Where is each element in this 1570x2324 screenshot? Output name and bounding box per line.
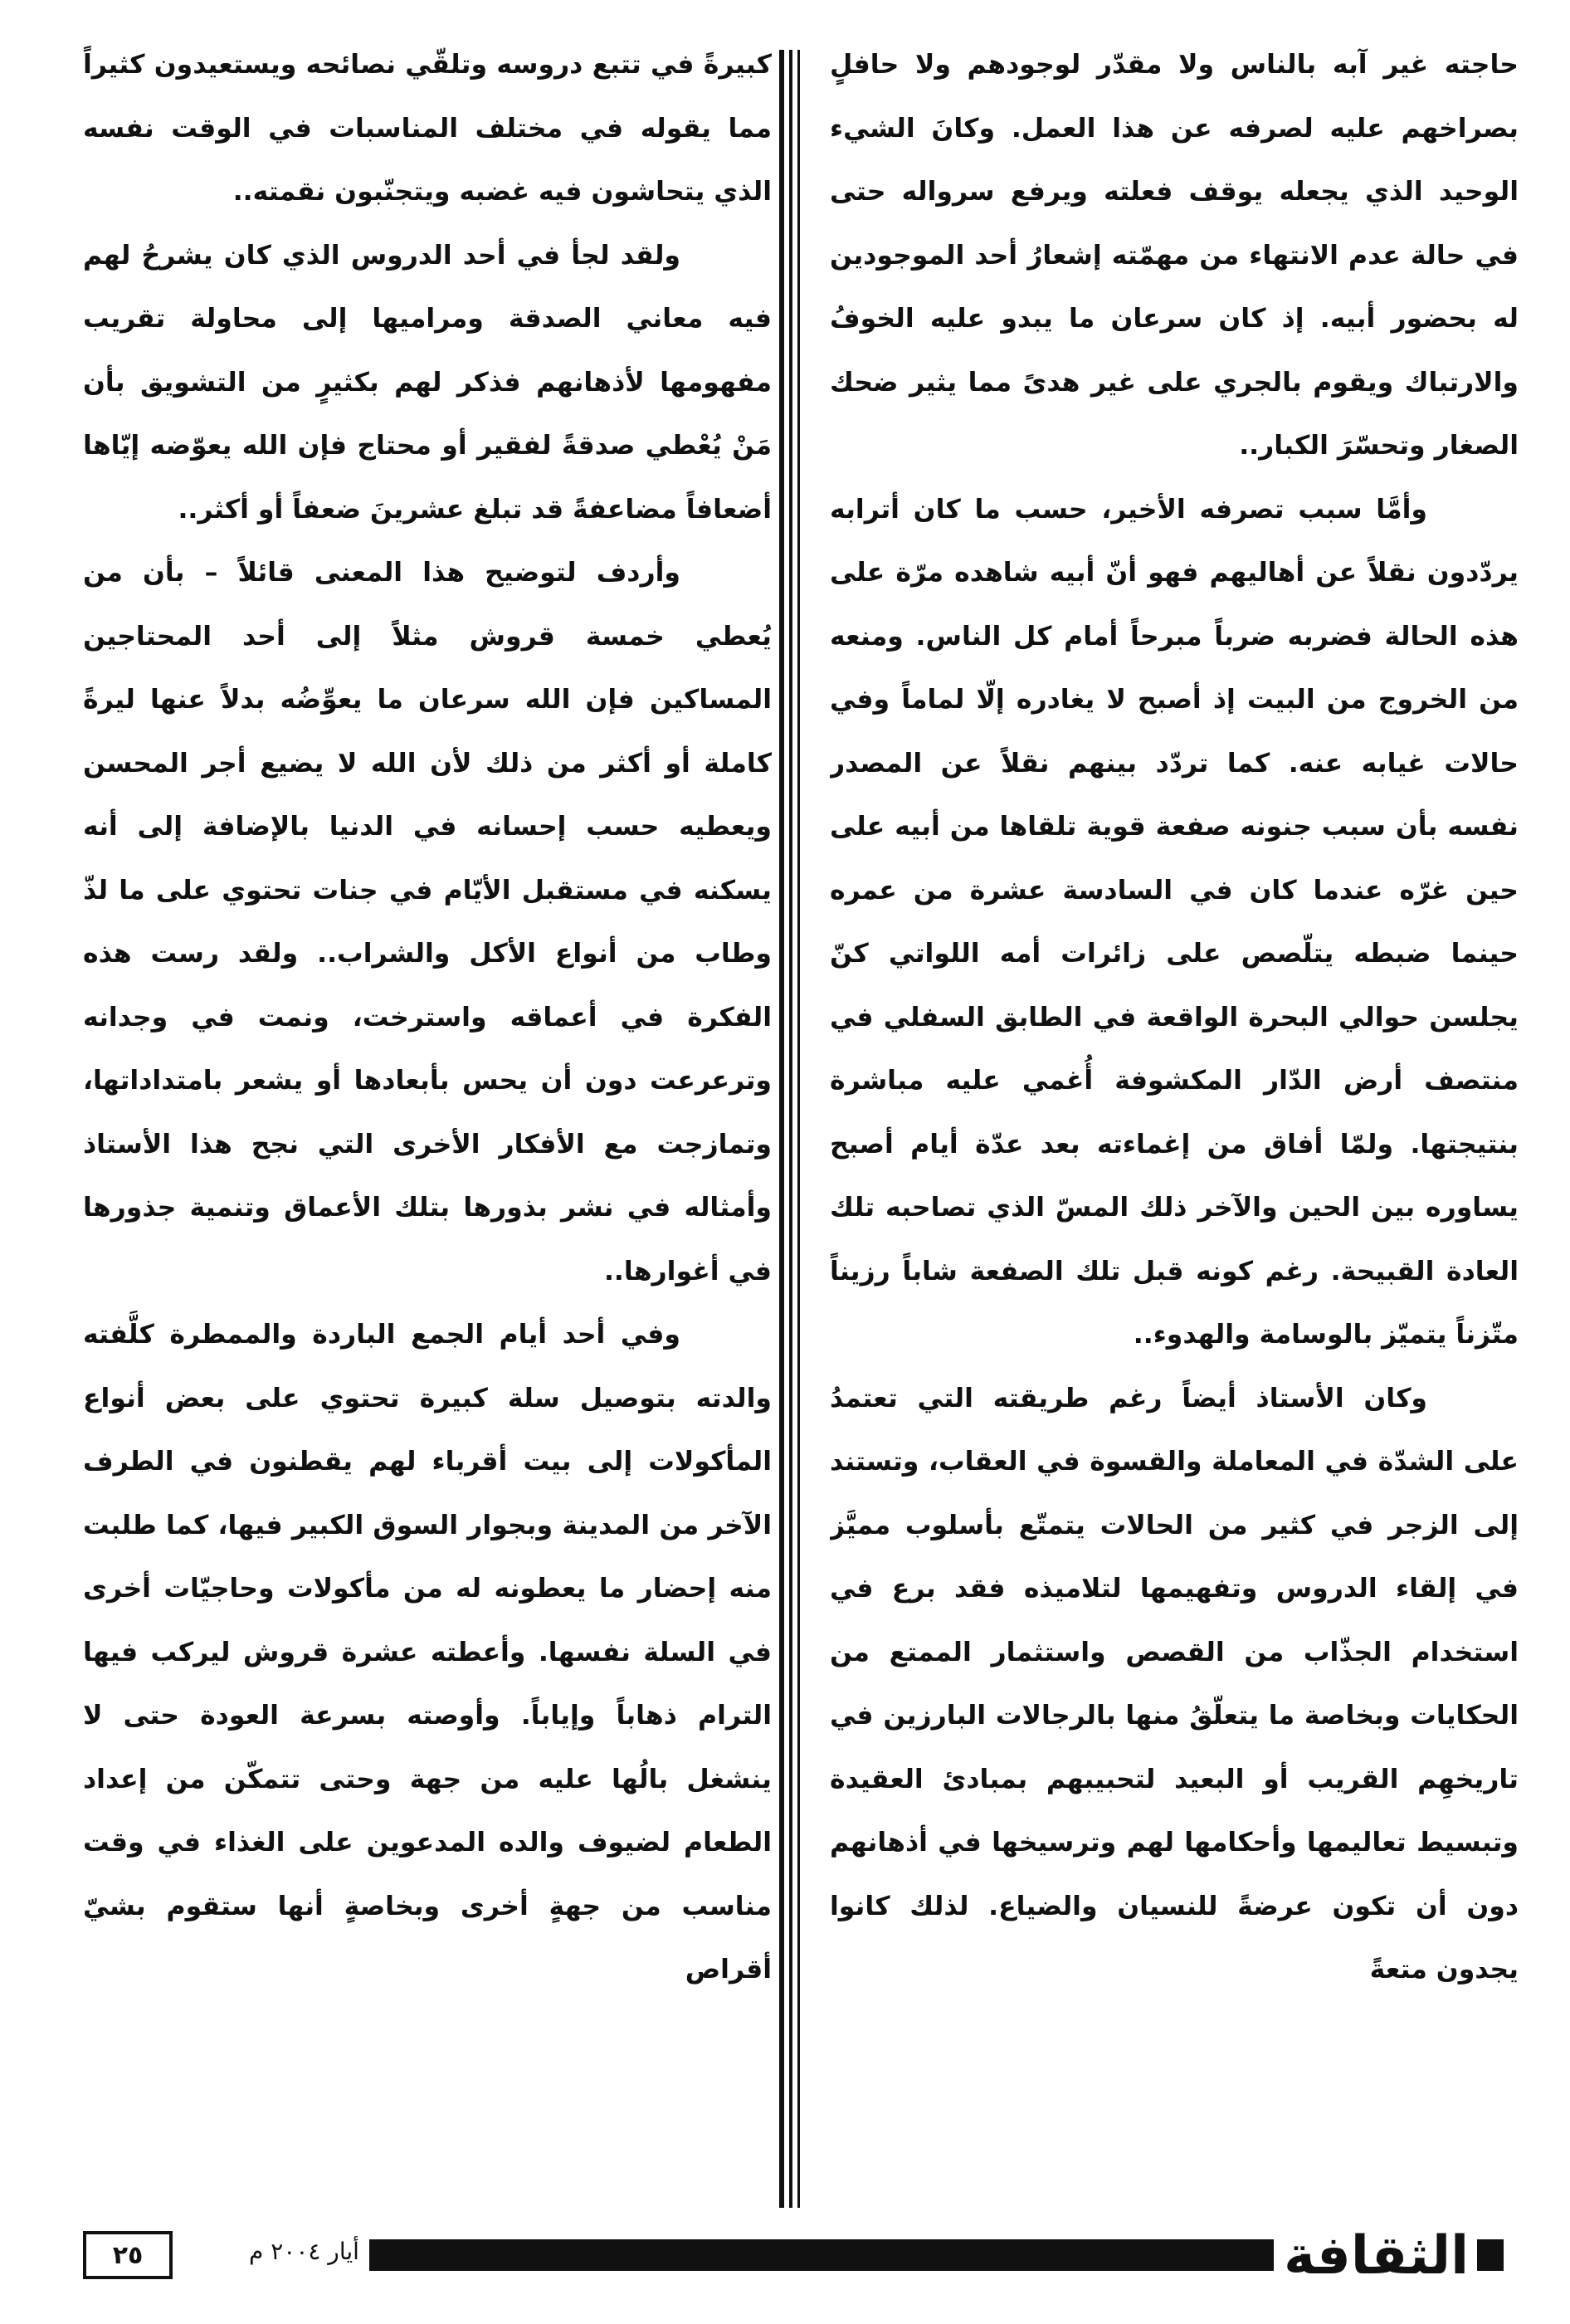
column-divider <box>776 50 809 2208</box>
magazine-logo: الثقافة <box>1284 2225 1469 2287</box>
page-number: ٢٥ <box>83 2231 173 2279</box>
logo-bar <box>1477 2239 1504 2271</box>
footer-bar <box>369 2239 1274 2271</box>
paragraph: حاجته غير آبه بالناس ولا مقدّر لوجودهم ولا حافلٍ بصراخهم عليه لصرفه عن هذا العمل. وكانَ الشيء الوحيد الذي يجعله يوقف فعلته ويرفع سرواله حتى في حالة عدم الانتهاء من مهمّته إشعارُ أحد الموجودين له بحضور أبيه. إذ كان سرعان ما يبدو عليه الخوفُ والارتباك ويقوم بالجري على غير هدىً مما يثير ضحك الصغار وتحسّرَ الكبار.. <box>830 50 1519 461</box>
paragraph: ولقد لجأ في أحد الدروس الذي كان يشرحُ لهم فيه معاني الصدقة ومراميها إلى محاولة تقريب مفهومها لأذهانهم فذكر لهم بكثيرٍ من التشويق بأن مَنْ يُعْطي صدقةً لفقير أو محتاج فإن الله يعوّضه إيّاها أضعافاً مضاعفةً قد تبلغ عشرينَ ضعفاً أو أكثر.. <box>83 240 772 525</box>
right-text-column <box>830 33 1519 2208</box>
paragraph: كبيرةً في تتبع دروسه وتلقّي نصائحه ويستعيدون كثيراً مما يقوله في مختلف المناسبات في الوقت نفسه الذي يتحاشون فيه غضبه ويتجنّبون نقمته.. <box>83 50 772 207</box>
paragraph: وكان الأستاذ أيضاً رغم طريقته التي تعتمدُ على الشدّة في المعاملة والقسوة في العقاب، وتستند إلى الزجر في كثير من الحالات يتمتّع بأسلوب مميَّز في إلقاء الدروس وتفهيمها لتلاميذه فقد برع في استخدام الجذّاب من القصص واستثمار الممتع من الحكايات وبخاصة ما يتعلّقُ منها بالرجالات البارزين في تاريخهِم القريب أو البعيد لتحبيبهم بمبادئ العقيدة وتبسيط تعاليمها وأحكامها لهم وترسيخها في أذهانهم دون أن تكون عرضةً للنسيان والضياع. لذلك كانوا يجدون متعةً <box>830 1383 1519 1985</box>
issue-date: أيار ٢٠٠٤ م <box>249 2238 359 2265</box>
left-text-column <box>83 33 772 2208</box>
paragraph: وأردف لتوضيح هذا المعنى قائلاً – بأن من يُعطي خمسة قروش مثلاً إلى أحد المحتاجين المساكين فإن الله سرعان ما يعوِّضُه بدلاً عنها ليرةً كاملة أو أكثر من ذلك لأن الله لا يضيع أجر المحسن ويعطيه حسب إحسانه في الدنيا بالإضافة إلى أنه يسكنه في مستقبل الأيّام في جنات تحتوي على ما لذّ وطاب من أنواع الأكل والشراب.. ولقد رست هذه الفكرة في أعماقه واسترخت، ونمت في وجدانه وترعرعت دون أن يحس بأبعادها أو يشعر بامتداداتها، وتمازجت مع الأفكار الأخرى التي نجح هذا الأستاذ وأمثاله في نشر بذورها بتلك الأعماق وتنمية جذورها في أغوارها.. <box>83 558 772 1286</box>
paragraph: وأمَّا سبب تصرفه الأخير، حسب ما كان أترابه يردّدون نقلاً عن أهاليهم فهو أنّ أبيه شاهده مرّة على هذه الحالة فضربه ضرباً مبرحاً أمام كل الناس. ومنعه من الخروج من البيت إذ أصبح لا يغادره إلّا لماماً وفي حالات غيابه عنه. كما تردّد بينهم نقلاً عن المصدر نفسه بأن سبب جنونه صفعة قوية تلقاها من أبيه على حين غرّه عندما كان في السادسة عشرة من عمره حينما ضبطه يتلّصص على زائرات أمه اللواتي كنّ يجلسن حوالي البحرة الواقعة في الطابق السفلي في منتصف أرض الدّار المكشوفة أُغمي عليه مباشرة بنتيجتها. ولمّا أفاق من إغماءته بعد عدّة أيام أصبح يساوره بين الحين والآخر ذلك المسّ الذي تصاحبه تلك العادة القبيحة. رغم كونه قبل تلك الصفعة شاباً رزيناً متّزناً يتميّز بالوسامة والهدوء.. <box>830 494 1519 1350</box>
paragraph: وفي أحد أيام الجمع الباردة والممطرة كلَّفته والدته بتوصيل سلة كبيرة تحتوي على بعض أنواع المأكولات إلى بيت أقرباء لهم يقطنون في الطرف الآخر من المدينة وبجوار السوق الكبير فيها، كما طلبت منه إحضار ما يعطونه له من مأكولات وحاجيّات أخرى في السلة نفسها. وأعطته عشرة قروش ليركب فيها الترام ذهاباً وإياباً. وأوصته بسرعة العودة حتى لا ينشغل بالُها عليه من جهة وحتى تتمكّن من إعداد الطعام لضيوف والده المدعوين على الغذاء في وقت مناسب من جهةٍ أخرى وبخاصةٍ أنها ستقوم بشيّ أقراص <box>83 1320 772 1985</box>
page-footer <box>83 2223 1568 2289</box>
